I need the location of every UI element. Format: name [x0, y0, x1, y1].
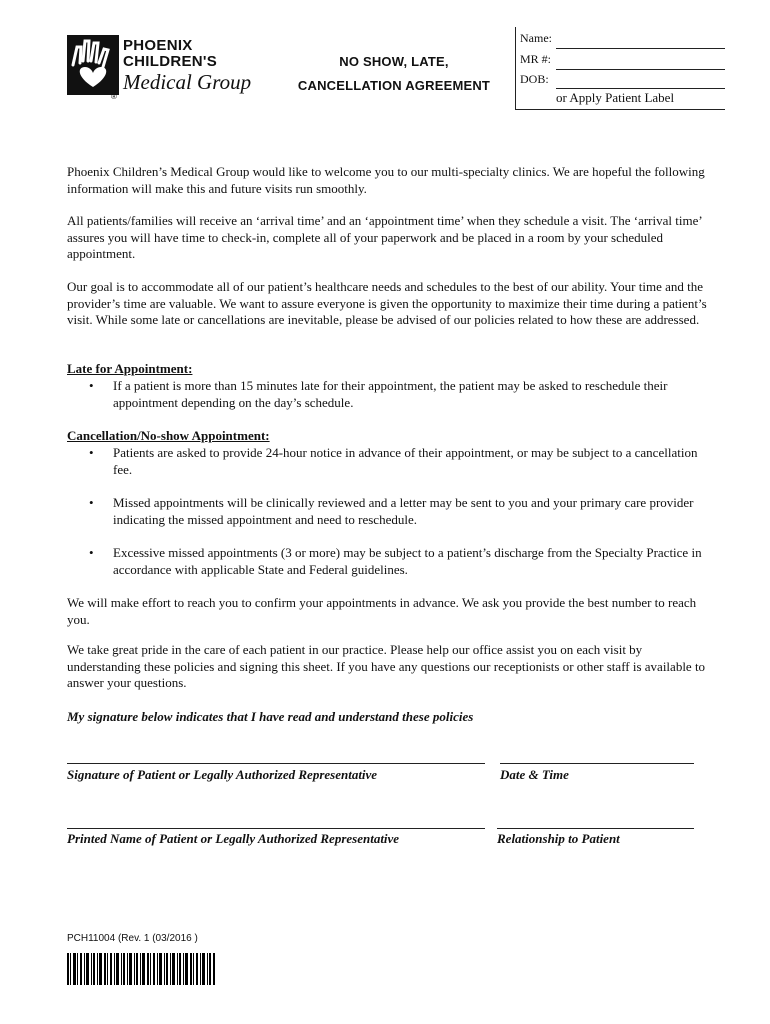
dob-label: DOB:: [520, 72, 549, 86]
arrival-paragraph: All patients/families will receive an ‘arrival time’ and an ‘appointment time’ when they schedule a visit. The ‘arrival time’ assures you will have time to check-in, complete all of your paperwork and be placed in a room by your scheduled appointment.: [67, 213, 702, 261]
contact-paragraph: We will make effort to reach you to confirm your appointments in advance. We ask you provide the best number to reach you.: [67, 595, 697, 627]
logo-line-2: CHILDREN'S: [123, 53, 218, 70]
registered-mark: ®: [111, 92, 117, 101]
bullet-icon: •: [89, 545, 94, 560]
logo-line-3: Medical Group: [123, 70, 252, 94]
cancel-bullet-3: Excessive missed appointments (3 or more) may be subject to a patient’s discharge from the Specialty Practice in accordance with applicable State and Federal guidelines.: [113, 545, 702, 577]
name-field-line[interactable]: [556, 48, 725, 49]
acknowledgement-statement: My signature below indicates that I have read and understand these policies: [67, 709, 474, 724]
form-id: PCH11004 (Rev. 1 (03/2016 ): [67, 933, 198, 944]
document-title: [288, 50, 500, 98]
logo-line-1: PHOENIX: [123, 37, 193, 54]
bullet-icon: •: [89, 495, 94, 510]
date-time-label: Date & Time: [500, 767, 569, 782]
mr-label: MR #:: [520, 52, 552, 66]
cancel-heading: Cancellation/No-show Appointment:: [67, 428, 270, 443]
apply-label-text: or Apply Patient Label: [556, 90, 675, 105]
signature-label: Signature of Patient or Legally Authorized Representative: [67, 767, 378, 782]
bullet-icon: •: [89, 378, 94, 393]
bullet-icon: •: [89, 445, 94, 460]
relationship-line[interactable]: [497, 828, 694, 829]
date-time-line[interactable]: [500, 763, 694, 764]
intro-paragraph: Phoenix Children’s Medical Group would like to welcome you to our multi-specialty clinics. We are hopeful the following information will make this and future visits run smoothly.: [67, 164, 705, 196]
name-label: Name:: [520, 31, 552, 45]
late-heading: Late for Appointment:: [67, 361, 193, 376]
dob-field-line[interactable]: [556, 88, 725, 89]
printed-name-line[interactable]: [67, 828, 485, 829]
barcode-icon: [67, 953, 215, 985]
logo: [67, 35, 267, 103]
mr-field-line[interactable]: [556, 69, 725, 70]
cancel-bullet-1: Patients are asked to provide 24-hour notice in advance of their appointment, or may be subject to a cancellation fee.: [113, 445, 698, 477]
hand-heart-logo-icon: [67, 35, 119, 95]
title-line-1: NO SHOW, LATE,: [339, 54, 449, 69]
goal-paragraph: Our goal is to accommodate all of our patient’s healthcare needs and schedules to the best of our ability. Your time and the provider’s time are valuable. We want to assure everyone is given the opportunity to maximize their time during a patient’s visit. While some late or cancellations are inevitable, please be advised of our policies related to how these are addressed.: [67, 279, 707, 327]
signature-line[interactable]: [67, 763, 485, 764]
cancel-bullet-2: Missed appointments will be clinically reviewed and a letter may be sent to you and your primary care provider indicating the missed appointment and need to reschedule.: [113, 495, 694, 527]
relationship-label: Relationship to Patient: [497, 831, 620, 846]
late-bullet-1: If a patient is more than 15 minutes late for their appointment, the patient may be asked to reschedule their appointment depending on the day’s schedule.: [113, 378, 668, 410]
title-line-2: CANCELLATION AGREEMENT: [297, 78, 491, 93]
patient-label-box: [515, 27, 725, 110]
pride-paragraph: We take great pride in the care of each patient in our practice. Please help our office assist you on each visit by understanding these policies and signing this sheet. If you have any questions our receptionists or other staff is available to answer your questions.: [67, 642, 706, 690]
printed-name-label: Printed Name of Patient or Legally Authorized Representative: [67, 831, 400, 846]
